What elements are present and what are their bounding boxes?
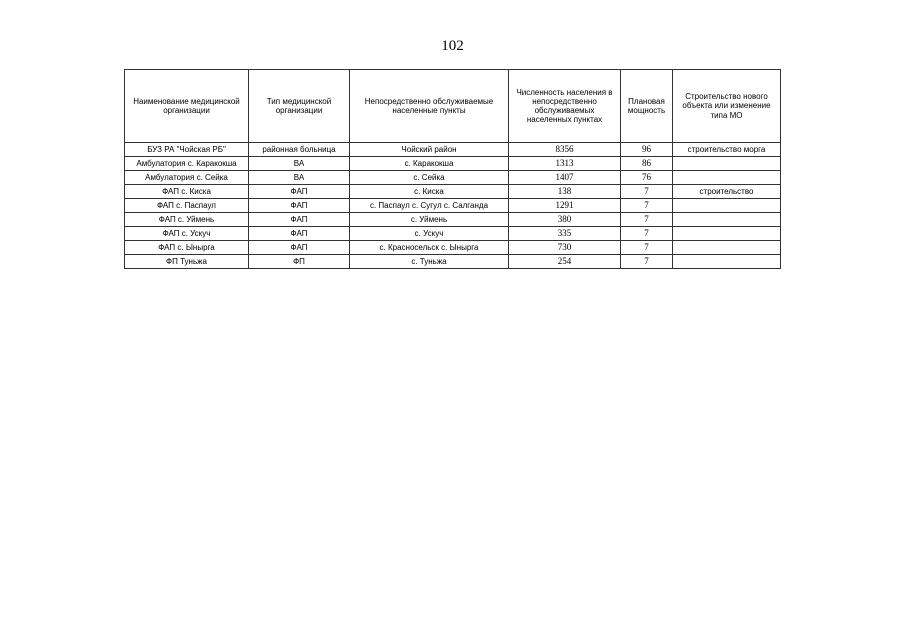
- cell-construction: [673, 227, 781, 241]
- cell-construction: [673, 199, 781, 213]
- cell-planned-capacity: 7: [621, 199, 673, 213]
- cell-served-settlements: с. Каракокша: [350, 157, 509, 171]
- cell-organization-name: ФАП с. Ынырга: [125, 241, 249, 255]
- header-served-settlements: Непосредственно обслуживаемые населенные пункты: [350, 70, 509, 143]
- cell-organization-name: ФАП с. Паспаул: [125, 199, 249, 213]
- cell-population: 138: [509, 185, 621, 199]
- header-organization-type: Тип медицинской организации: [249, 70, 350, 143]
- cell-organization-type: ВА: [249, 157, 350, 171]
- cell-organization-type: ФАП: [249, 199, 350, 213]
- cell-planned-capacity: 7: [621, 185, 673, 199]
- header-population: Численность населения в непосредственно обслуживаемых населенных пунктах: [509, 70, 621, 143]
- cell-served-settlements: с. Уймень: [350, 213, 509, 227]
- cell-organization-type: ФАП: [249, 213, 350, 227]
- cell-population: 335: [509, 227, 621, 241]
- cell-organization-type: районная больница: [249, 143, 350, 157]
- cell-population: 254: [509, 255, 621, 269]
- cell-population: 8356: [509, 143, 621, 157]
- cell-organization-name: ФАП с. Уймень: [125, 213, 249, 227]
- cell-construction: [673, 255, 781, 269]
- cell-served-settlements: с. Красносельск с. Ынырга: [350, 241, 509, 255]
- cell-organization-type: ФАП: [249, 241, 350, 255]
- medical-organizations-table: [124, 69, 781, 269]
- table-row: [125, 227, 781, 241]
- table-row: [125, 241, 781, 255]
- table-header-row: [125, 70, 781, 143]
- cell-construction: строительство: [673, 185, 781, 199]
- cell-planned-capacity: 96: [621, 143, 673, 157]
- header-planned-capacity: Плановая мощность: [621, 70, 673, 143]
- cell-organization-name: ФП Туньжа: [125, 255, 249, 269]
- table-row: [125, 255, 781, 269]
- cell-construction: [673, 213, 781, 227]
- cell-planned-capacity: 7: [621, 241, 673, 255]
- cell-population: 1291: [509, 199, 621, 213]
- cell-organization-name: ФАП с. Ускуч: [125, 227, 249, 241]
- cell-served-settlements: с. Ускуч: [350, 227, 509, 241]
- cell-organization-type: ФАП: [249, 227, 350, 241]
- cell-served-settlements: с. Сейка: [350, 171, 509, 185]
- cell-organization-name: Амбулатория с. Каракокша: [125, 157, 249, 171]
- cell-organization-type: ФП: [249, 255, 350, 269]
- cell-served-settlements: с. Киска: [350, 185, 509, 199]
- cell-served-settlements: с. Паспаул с. Сугул с. Салганда: [350, 199, 509, 213]
- cell-construction: строительство морга: [673, 143, 781, 157]
- cell-population: 730: [509, 241, 621, 255]
- cell-population: 1313: [509, 157, 621, 171]
- table-row: [125, 213, 781, 227]
- cell-population: 380: [509, 213, 621, 227]
- cell-planned-capacity: 7: [621, 213, 673, 227]
- cell-construction: [673, 241, 781, 255]
- cell-planned-capacity: 7: [621, 255, 673, 269]
- table-row: [125, 171, 781, 185]
- cell-construction: [673, 157, 781, 171]
- table-row: [125, 143, 781, 157]
- cell-served-settlements: с. Туньжа: [350, 255, 509, 269]
- table-row: [125, 185, 781, 199]
- cell-organization-type: ВА: [249, 171, 350, 185]
- cell-organization-name: БУЗ РА "Чойская РБ": [125, 143, 249, 157]
- cell-organization-type: ФАП: [249, 185, 350, 199]
- table-row: [125, 199, 781, 213]
- header-organization-name: Наименование медицинской организации: [125, 70, 249, 143]
- cell-planned-capacity: 76: [621, 171, 673, 185]
- cell-population: 1407: [509, 171, 621, 185]
- cell-planned-capacity: 86: [621, 157, 673, 171]
- cell-planned-capacity: 7: [621, 227, 673, 241]
- page-number: 102: [441, 38, 464, 54]
- cell-served-settlements: Чойский район: [350, 143, 509, 157]
- cell-construction: [673, 171, 781, 185]
- cell-organization-name: Амбулатория с. Сейка: [125, 171, 249, 185]
- header-construction: Строительство нового объекта или изменение типа МО: [673, 70, 781, 143]
- cell-organization-name: ФАП с. Киска: [125, 185, 249, 199]
- table-row: [125, 157, 781, 171]
